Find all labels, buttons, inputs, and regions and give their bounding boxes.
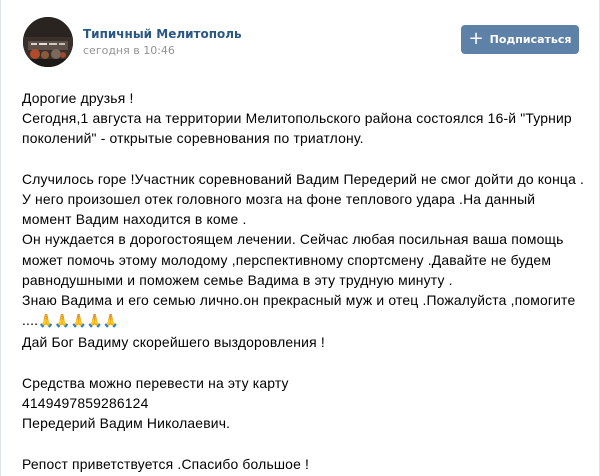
post-text [22, 88, 592, 474]
post-line: может помочь этому молодому ,перспективному спортсмену .Давайте не будем [22, 251, 552, 268]
post-line: Он нуждается в дорогостоящем лечении. Сейчас любая посильная ваша помощь [22, 231, 564, 248]
post-time[interactable]: сегодня в 10:46 [83, 44, 175, 57]
ellipsis-text: .... [22, 312, 39, 329]
post-line: Сегодня,1 августа на территории Мелитопольского района состоялся 16-й "Турнир [22, 110, 572, 127]
post-line: поколений" - открытые соревнования по триатлону. [22, 130, 364, 147]
subscribe-button[interactable] [461, 25, 579, 54]
post-line: равнодушными и поможем семье Вадима в эту трудную минуту . [22, 271, 453, 288]
post-line: Дай Бог Вадиму скорейшего выздоровления ! [22, 334, 325, 351]
post-line: Случилось горе !Участник соревнований Вадим Передерий не смог дойти до конца . [22, 170, 585, 187]
group-avatar-icon [23, 17, 73, 67]
paragraph-spacer [22, 149, 592, 169]
praying-hands-icon: 🙏🙏🙏🙏🙏 [38, 314, 120, 330]
author-block [83, 27, 242, 57]
post-header [23, 16, 583, 68]
post-line: Знаю Вадима и его семью лично.он прекрасный муж и отец .Пожалуйста ,помогите [22, 292, 576, 309]
post-line: Дорогие друзья ! [22, 90, 134, 106]
subscribe-label: Подписаться [489, 33, 572, 46]
post-line: Средства можно перевести на эту карту [22, 374, 289, 391]
post-line-with-emoji [22, 310, 592, 332]
author-name[interactable]: Типичный Мелитополь [83, 27, 242, 41]
post-line: У него произошел отек головного мозга на фоне теплового удара .На данный [22, 191, 536, 207]
post-line: момент Вадим находится в коме . [22, 211, 247, 228]
post-line: Репост приветствуется .Спасибо большое ! [22, 455, 310, 472]
group-avatar[interactable] [23, 17, 73, 67]
paragraph-spacer [22, 433, 592, 453]
plus-icon: + [468, 28, 484, 49]
paragraph-spacer [22, 353, 592, 373]
card-number: 4149497859286124 [22, 395, 149, 412]
recipient-name: Передерий Вадим Николаевич. [22, 415, 231, 432]
